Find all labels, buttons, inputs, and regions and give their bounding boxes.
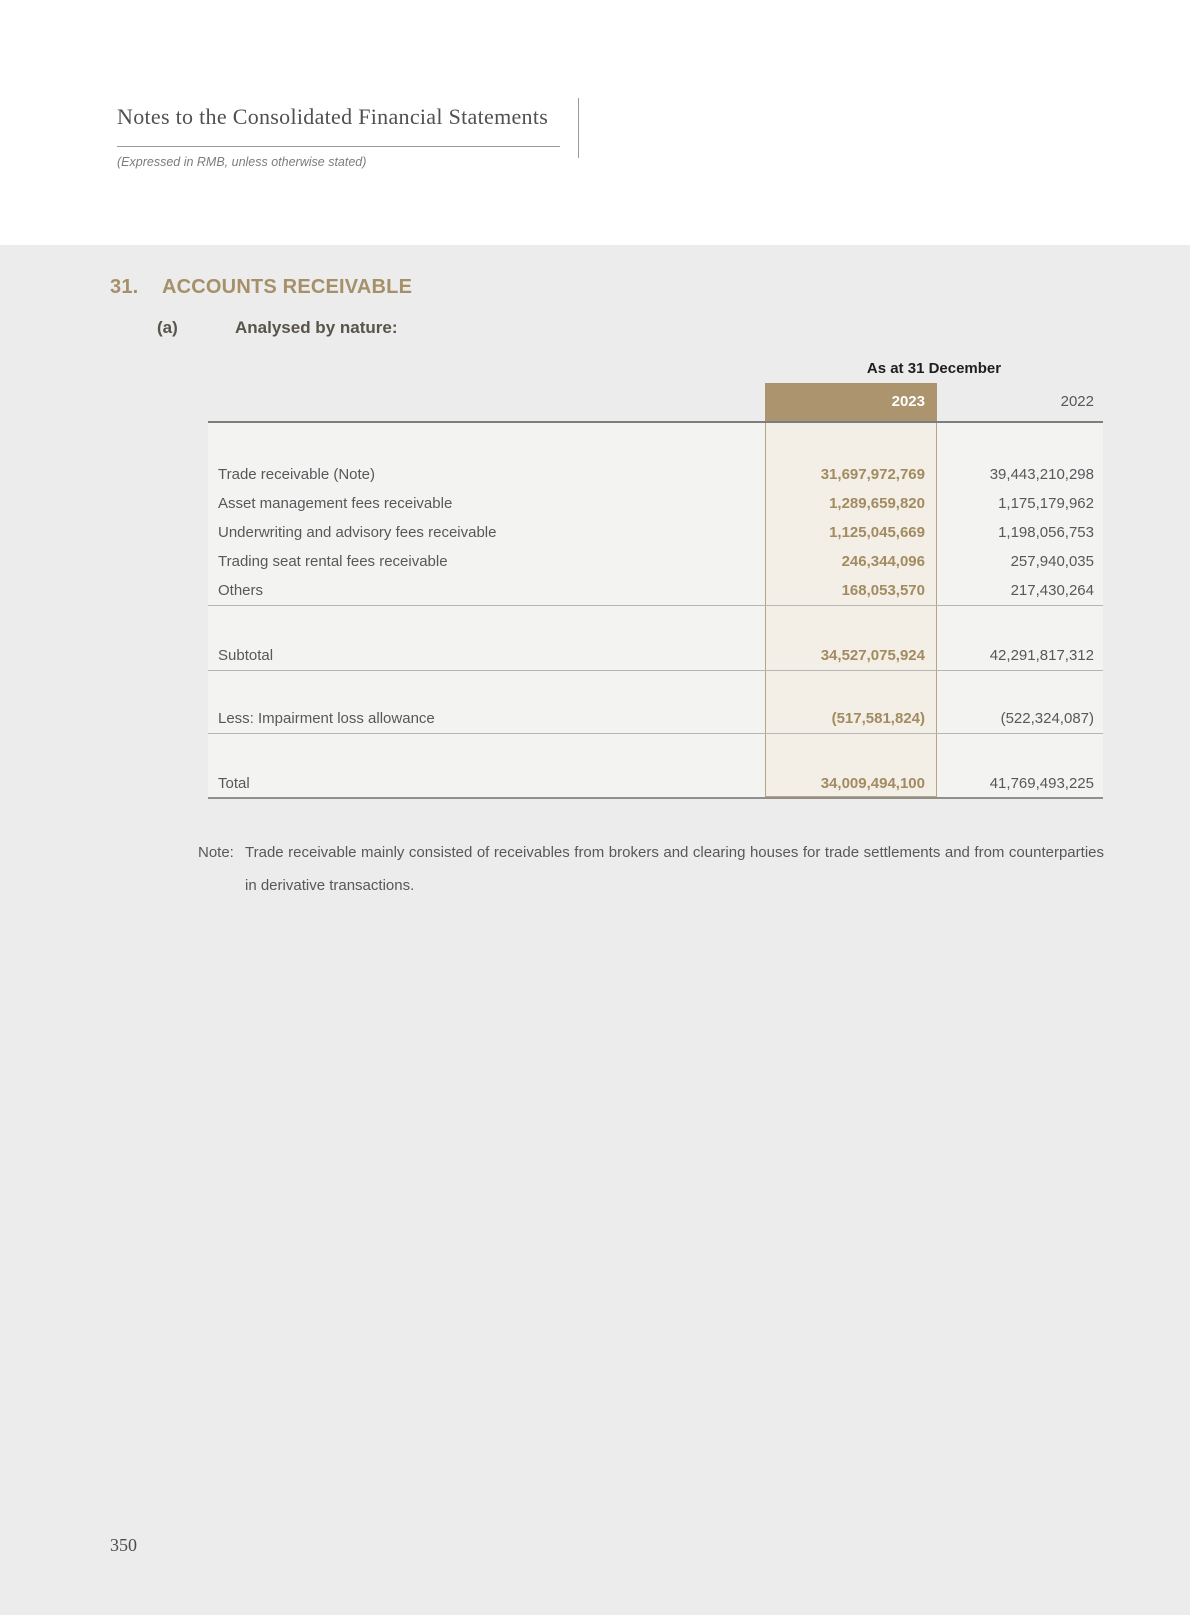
row-label: Total [218,775,250,792]
value-2023: 168,053,570 [841,582,925,599]
subsection-title: Analysed by nature: [235,318,398,337]
column-header-2022: 2022 [1060,393,1094,410]
table-row-impairment [208,704,1103,733]
row-divider [208,605,1103,606]
value-2022: 217,430,264 [1010,582,1094,599]
row-label: Subtotal [218,647,274,664]
section-heading [110,276,810,299]
value-2022: 1,175,179,962 [998,495,1094,512]
value-2022: 42,291,817,312 [989,647,1094,664]
value-2023: 1,125,045,669 [829,524,925,541]
row-label: Trade receivable (Note) [218,466,376,483]
table-period-header: As at 31 December [866,360,1002,377]
page-number: 350 [110,1535,137,1555]
row-divider [208,733,1103,734]
row-label: Underwriting and advisory fees receivable [218,524,497,541]
row-label: Asset management fees receivable [218,495,453,512]
table-bottom-rule [208,797,1103,799]
value-2022: 257,940,035 [1010,553,1094,570]
table-row [208,547,1103,576]
document-subtitle: (Expressed in RMB, unless otherwise stated) [117,155,367,169]
document-title: Notes to the Consolidated Financial Statements [117,104,549,129]
value-2022: (522,324,087) [1000,710,1094,727]
note-text: Trade receivable mainly consisted of receivables from brokers and clearing houses for trade settlements and from counterparties in derivative transactions. [245,844,1104,894]
value-2023: 246,344,096 [841,553,925,570]
table-row [208,518,1103,547]
note-label: Note: [198,844,234,861]
value-2022: 1,198,056,753 [998,524,1094,541]
column-header-2023: 2023 [765,383,937,421]
title-underline [117,146,560,147]
note-block [198,836,1104,902]
table-row [208,460,1103,489]
table-row-total [208,769,1103,798]
row-label: Trading seat rental fees receivable [218,553,448,570]
row-divider [208,670,1103,671]
value-2023: 31,697,972,769 [820,466,925,483]
value-2022: 41,769,493,225 [989,775,1094,792]
title-divider-line [578,98,579,158]
row-label: Others [218,582,264,599]
value-2023: 34,009,494,100 [820,775,925,792]
table-row [208,489,1103,518]
value-2023: 1,289,659,820 [829,495,925,512]
section-title: ACCOUNTS RECEIVABLE [162,276,413,298]
table-row-subtotal [208,641,1103,670]
value-2022: 39,443,210,298 [989,466,1094,483]
table-row [208,576,1103,605]
row-label: Less: Impairment loss allowance [218,710,435,727]
section-number: 31. [110,276,139,298]
table-header-rule [208,421,1103,423]
value-2023: 34,527,075,924 [820,647,925,664]
value-2023: (517,581,824) [831,710,925,727]
subsection-label: (a) [157,318,178,337]
